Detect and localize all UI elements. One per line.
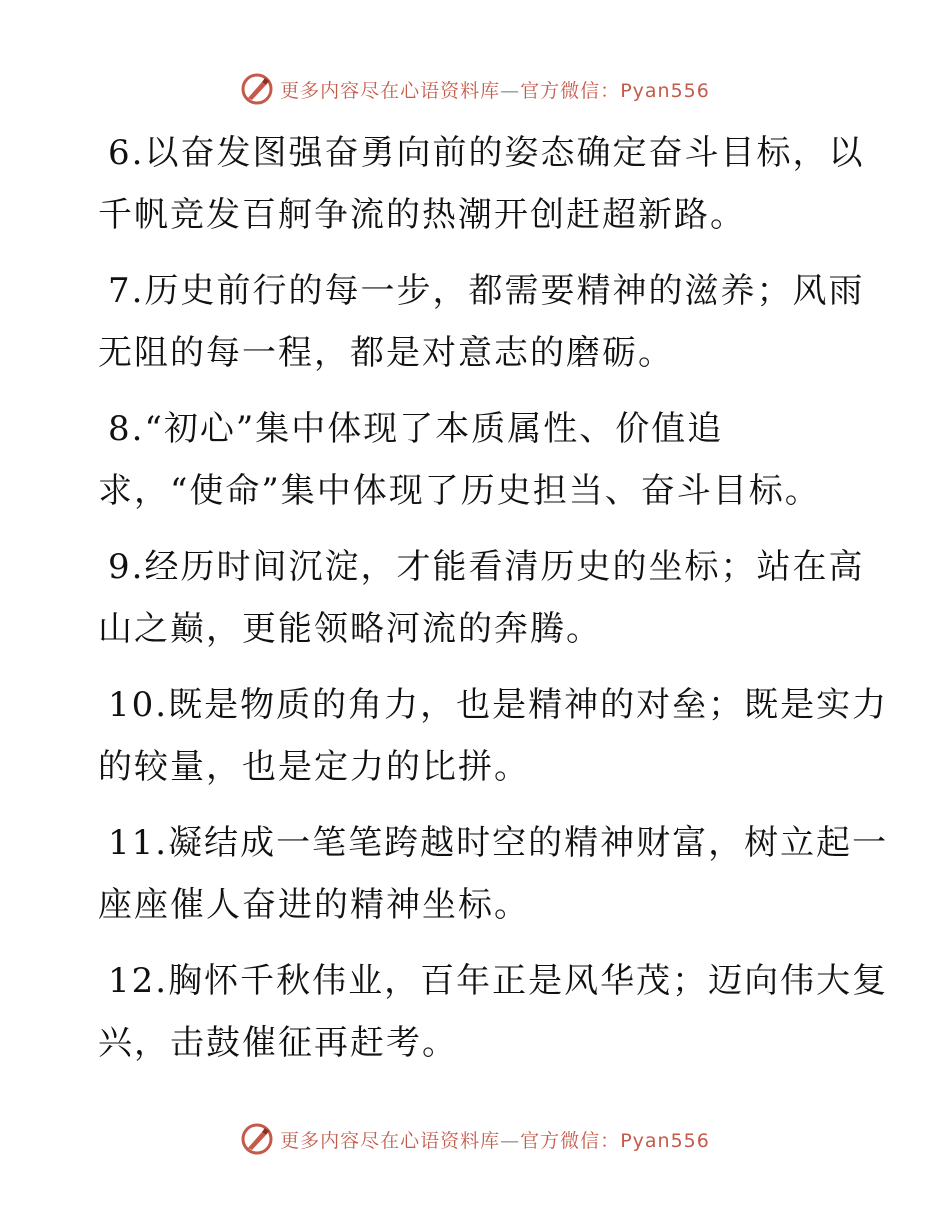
item-line: 兴，击鼓催征再赶考。	[98, 1023, 458, 1063]
watermark-contact-label: 官方微信：	[520, 79, 621, 102]
item-line: 9.经历时间沉淀，才能看清历史的坐标；站在高	[108, 547, 865, 587]
list-item	[98, 260, 865, 384]
watermark-contact-handle: Pyan556	[620, 1129, 710, 1152]
item-line: 12.胸怀千秋伟业，百年正是风华茂；迈向伟大复	[108, 961, 889, 1001]
document-body	[98, 122, 889, 1088]
item-line: 无阻的每一程，都是对意志的磨砺。	[98, 333, 674, 373]
list-item	[98, 536, 865, 660]
item-line: 求，“使命”集中体现了历史担当、奋斗目标。	[98, 471, 821, 511]
watermark-separator: —	[500, 1129, 521, 1152]
header-watermark	[0, 72, 950, 106]
item-line: 6.以奋发图强奋勇向前的姿态确定奋斗目标，以	[108, 133, 865, 173]
pen-logo-icon	[240, 72, 274, 106]
list-item	[98, 122, 865, 246]
watermark-contact-label: 官方微信：	[520, 1129, 621, 1152]
list-item	[98, 674, 889, 798]
item-line: 座座催人奋进的精神坐标。	[98, 885, 530, 925]
list-item	[98, 950, 889, 1074]
watermark-text	[280, 1126, 710, 1153]
item-line: 的较量，也是定力的比拼。	[98, 747, 530, 787]
watermark-site-text: 更多内容尽在心语资料库	[280, 79, 501, 102]
watermark-separator: —	[500, 79, 521, 102]
list-item	[98, 812, 889, 936]
item-line: 山之巅，更能领略河流的奔腾。	[98, 609, 602, 649]
item-line: 11.凝结成一笔笔跨越时空的精神财富，树立起一	[108, 823, 889, 863]
item-line: 7.历史前行的每一步，都需要精神的滋养；风雨	[108, 271, 865, 311]
item-line: 10.既是物质的角力，也是精神的对垒；既是实力	[108, 685, 889, 725]
item-line: 8.“初心”集中体现了本质属性、价值追	[108, 409, 724, 449]
list-item	[98, 398, 858, 522]
watermark-text	[280, 76, 710, 103]
item-line: 千帆竞发百舸争流的热潮开创赶超新路。	[98, 195, 746, 235]
watermark-contact-handle: Pyan556	[620, 79, 710, 102]
watermark-site-text: 更多内容尽在心语资料库	[280, 1129, 501, 1152]
footer-watermark	[0, 1122, 950, 1156]
pen-logo-icon	[240, 1122, 274, 1156]
